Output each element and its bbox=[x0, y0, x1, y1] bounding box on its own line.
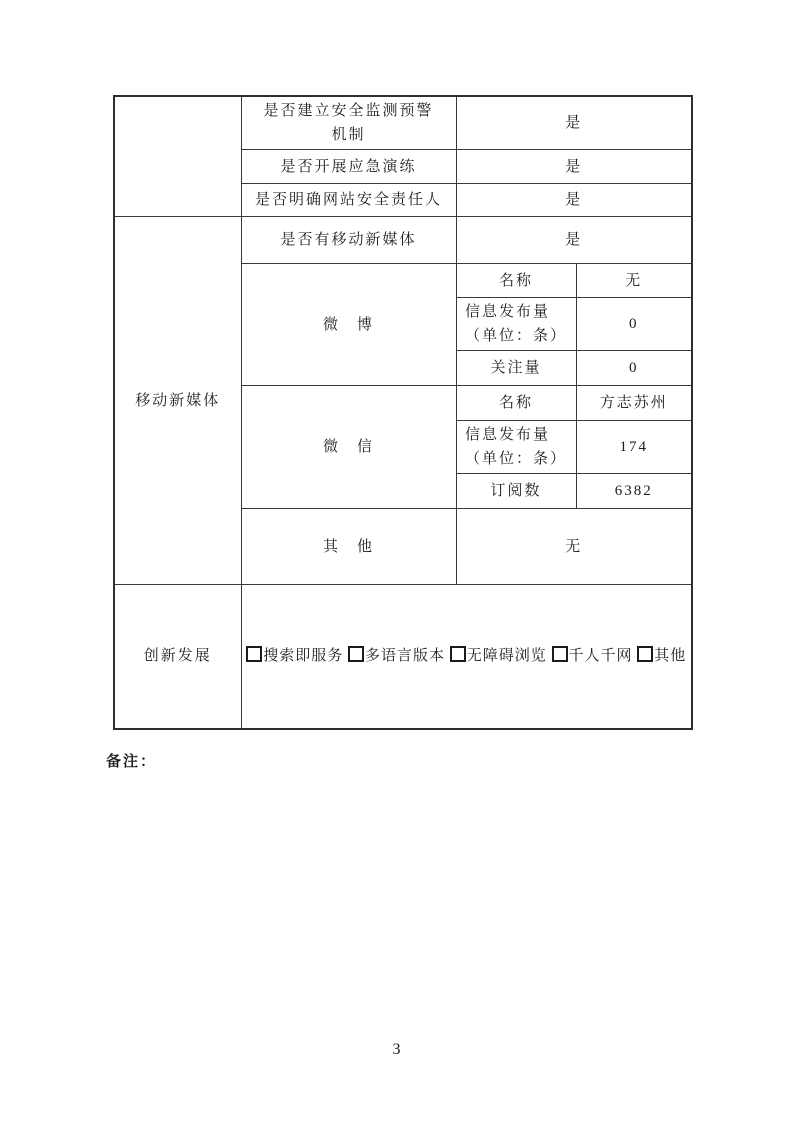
weibo-posts-label-line1: 信息发布量 bbox=[464, 304, 550, 320]
security-q1-label-cell bbox=[241, 96, 456, 150]
weibo-name-value-cell: 无 bbox=[576, 264, 692, 298]
checkbox-search-service-label: 搜索即服务 bbox=[263, 648, 344, 665]
checkbox-accessibility-icon bbox=[450, 646, 466, 662]
remark-label: 备注： bbox=[106, 754, 158, 770]
wechat-subscribers-value-cell: 6382 bbox=[576, 474, 692, 509]
weibo-followers-label-cell: 关注量 bbox=[456, 351, 576, 386]
wechat-posts-label-cell bbox=[456, 421, 576, 474]
checkbox-personalized-label: 千人千网 bbox=[568, 648, 633, 665]
annual-report-table bbox=[113, 95, 693, 730]
wechat-name-value-cell: 方志苏州 bbox=[576, 386, 692, 421]
security-q2-value-cell: 是 bbox=[456, 150, 692, 184]
innovation-checkbox-group bbox=[246, 648, 686, 664]
weibo-followers-value-cell: 0 bbox=[576, 351, 692, 386]
has-mobile-media-label-cell: 是否有移动新媒体 bbox=[241, 217, 456, 264]
wechat-subscribers-label-cell: 订阅数 bbox=[456, 474, 576, 509]
security-q1-label-line2: 机制 bbox=[331, 127, 366, 143]
mobile-media-section-label-cell: 移动新媒体 bbox=[114, 217, 241, 585]
other-media-value-cell: 无 bbox=[456, 509, 692, 585]
security-q3-value-cell: 是 bbox=[456, 184, 692, 217]
checkbox-other-icon bbox=[637, 646, 653, 662]
checkbox-search-service-icon bbox=[246, 646, 262, 662]
weibo-name-label-cell: 名称 bbox=[456, 264, 576, 298]
wechat-name-label-cell: 名称 bbox=[456, 386, 576, 421]
has-mobile-media-value-cell: 是 bbox=[456, 217, 692, 264]
weibo-posts-label-cell bbox=[456, 298, 576, 351]
other-media-label-cell: 其 他 bbox=[241, 509, 456, 585]
security-q1-value-cell: 是 bbox=[456, 96, 692, 150]
security-q1-label-line1: 是否建立安全监测预警 bbox=[263, 103, 434, 119]
innovation-options-cell bbox=[241, 585, 692, 729]
weibo-posts-value-cell: 0 bbox=[576, 298, 692, 351]
page-number: 3 bbox=[392, 1041, 401, 1058]
checkbox-multilanguage-icon bbox=[348, 646, 364, 662]
security-q2-label-cell: 是否开展应急演练 bbox=[241, 150, 456, 184]
wechat-posts-label-line2: （单位：条） bbox=[464, 451, 567, 467]
weibo-label-cell: 微 博 bbox=[241, 264, 456, 386]
innovation-section-label-cell: 创新发展 bbox=[114, 585, 241, 729]
security-q3-label-cell: 是否明确网站安全责任人 bbox=[241, 184, 456, 217]
wechat-posts-label-line1: 信息发布量 bbox=[464, 427, 550, 443]
checkbox-multilanguage-label: 多语言版本 bbox=[364, 648, 445, 665]
checkbox-other-label: 其他 bbox=[654, 648, 687, 665]
checkbox-personalized-icon bbox=[552, 646, 568, 662]
weibo-posts-label-line2: （单位：条） bbox=[464, 328, 567, 344]
checkbox-accessibility-label: 无障碍浏览 bbox=[466, 648, 547, 665]
wechat-label-cell: 微 信 bbox=[241, 386, 456, 509]
security-section-spacer-cell bbox=[114, 96, 241, 217]
wechat-posts-value-cell: 174 bbox=[576, 421, 692, 474]
